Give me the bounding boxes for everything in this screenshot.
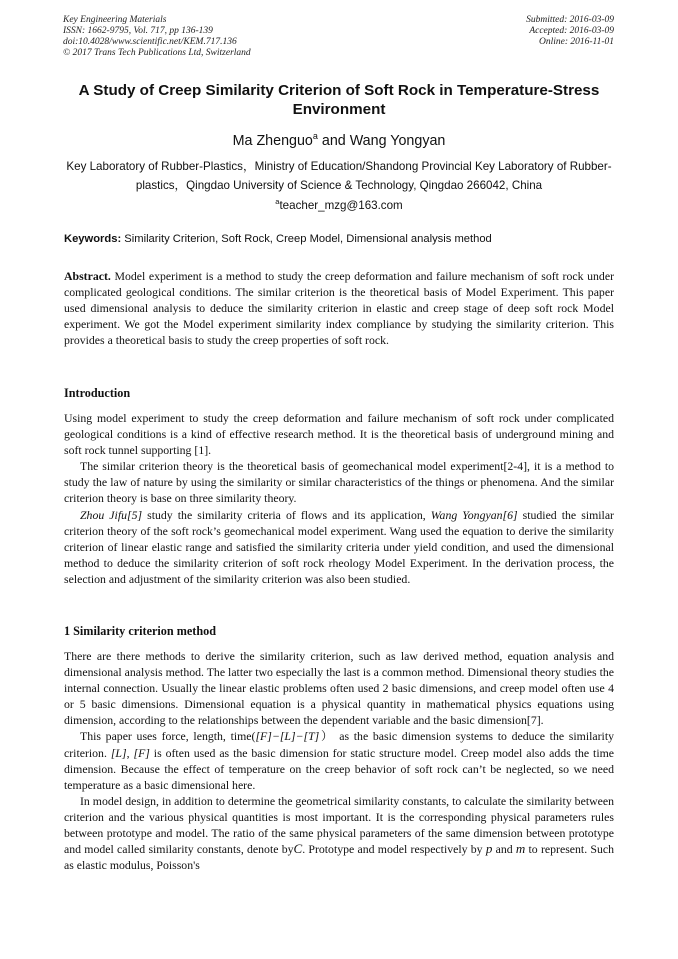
email-address: teacher_mzg@163.com (279, 199, 403, 212)
journal-doi: doi:10.4028/www.scientific.net/KEM.717.136 (63, 37, 237, 47)
math-symbol-m: m (515, 841, 526, 857)
affiliation: Key Laboratory of Rubber-Plastics，Ministry of Education/Shandong Provincial Key Laboratory of Rubber-plastics，Qingdao University of Science & Technology, Qingdao 266042, China (66, 160, 612, 192)
authors-conjunction: and (317, 133, 350, 149)
sec1-p3-a: In model design, in addition to determine the geometrical similarity constants, to calculate the similarity between criterion and the various physical quantities is most important. It is the corresponding physical parameters rules between prototype and model. The ratio of the same physical parameters of the same dimension between prototype and model called similarity constants, denote by (64, 793, 614, 857)
intro-p3-mid: study the similarity criteria of flows and its application, (142, 507, 431, 522)
journal-copyright: © 2017 Trans Tech Publications Ltd, Switzerland (63, 48, 251, 58)
introduction-heading: Introduction (64, 386, 131, 400)
citation-wang: Wang Yongyan[6] (430, 507, 518, 522)
author-2: Wang Yongyan (349, 133, 446, 149)
sec1-paragraph-1: There are there methods to derive the similarity criterion, such as law derived method, equation analysis and dimensional analysis method. The latter two especially the last is a common method. Dimensional theory studies the internal connection. Usually the linear elastic problems often used 2 basic dimensions, and creep model often use 4 or 5 basic dimensions. Dimensional equation is a physical quantity in mathematical physics equations using dimension, according to the relationships between the dependent variable and the basic dimension[7]. (64, 649, 614, 728)
intro-paragraph-3 (64, 507, 614, 587)
section-1-body (64, 648, 614, 873)
sec1-paragraph-3 (64, 793, 614, 873)
intro-p3-rest: studied the similar criterion theory of the soft rock’s geomechanical model experiment. Wang used the equation to derive the similarity criterion of linear elastic range and satisfied the similarity criteria under yield condition, and used the dimensional method to deduce the similarity criterion of soft rock rheology Model Experiment. In the derivation process, the selection and adjustment of the similarity criterion was also been studied. (64, 507, 614, 586)
submitted-date: Submitted: 2016-03-09 (526, 15, 614, 25)
sec1-p3-b: . Prototype and model respectively by (302, 842, 486, 857)
sec1-p2-d: is often used as the basic dimension for static structure model. Creep model also adds the time dimension. Because the effect of temperature on the creep behavior of soft rock can’t be neglected, so we need temperature as a basic dimensional here. (64, 745, 615, 792)
section-1-heading: 1 Similarity criterion method (64, 624, 216, 638)
intro-paragraph-1: Using model experiment to study the creep deformation and failure mechanism of soft rock under complicated geological conditions is a kind of effective research method. It is the theoretical basis of underground mining and soft rock tunnel supporting [1]. (64, 411, 614, 458)
keywords-text: Similarity Criterion, Soft Rock, Creep Model, Dimensional analysis method (121, 233, 492, 245)
sec1-p2-c: , (126, 745, 134, 760)
journal-name: Key Engineering Materials (63, 15, 167, 25)
math-l-dimension: [L] (110, 745, 127, 760)
authors (0, 131, 678, 149)
author-1: Ma Zhenguo (232, 133, 313, 149)
sec1-p3-d: to represent. Such as elastic modulus, Poisson's (64, 842, 614, 873)
sec1-p2-a: This paper uses force, length, time( (80, 729, 256, 744)
online-date: Online: 2016-11-01 (538, 37, 614, 47)
publication-dates (526, 15, 614, 48)
author-email (0, 197, 678, 212)
abstract (64, 268, 614, 348)
paper-title: A Study of Creep Similarity Criterion of Soft Rock in Temperature-Stress Environment (78, 82, 600, 118)
math-symbol-p: p (485, 841, 493, 857)
abstract-text: Model experiment is a method to study the creep deformation and failure mechanism of soft rock under complicated geological conditions. The similar criterion is the theoretical basis of Model Experiment. This paper used dimensional analysis to deduce the similarity criterion in elastic and creep stage of deep soft rock Model experiment. We got the Model experiment similarity index compliance by studying the similarity criterion. This provides a theoretical basis to study the creep properties of soft rock. (64, 269, 614, 348)
math-fl-t-dimensions: [F]−[L]−[T] (255, 729, 320, 744)
introduction-body (64, 410, 614, 587)
citation-zhou: Zhou Jifu[5] (80, 507, 143, 522)
sec1-paragraph-2 (64, 728, 614, 792)
math-symbol-c: C (293, 841, 303, 857)
intro-paragraph-2: The similar criterion theory is the theoretical basis of geomechanical model experiment[2-4], it is a method to study the law of nature by using the similarity or similar characteristics of the things or phenomena. And the similar criterion theory is base on three similarity theory. (64, 459, 614, 506)
email-mark: a (275, 197, 280, 206)
abstract-label: Abstract. (64, 269, 111, 283)
keywords (64, 233, 624, 245)
keywords-label: Keywords: (64, 233, 122, 245)
sec1-p2-b: ） as the basic dimension systems to deduce the similarity criterion. (64, 729, 614, 760)
accepted-date: Accepted: 2016-03-09 (529, 26, 614, 36)
journal-issn: ISSN: 1662-9795, Vol. 717, pp 136-139 (63, 26, 213, 36)
author-1-affil-mark: a (312, 131, 318, 141)
sec1-p3-c: and (492, 842, 516, 857)
journal-info (63, 15, 251, 59)
math-f-dimension: [F] (133, 745, 150, 760)
